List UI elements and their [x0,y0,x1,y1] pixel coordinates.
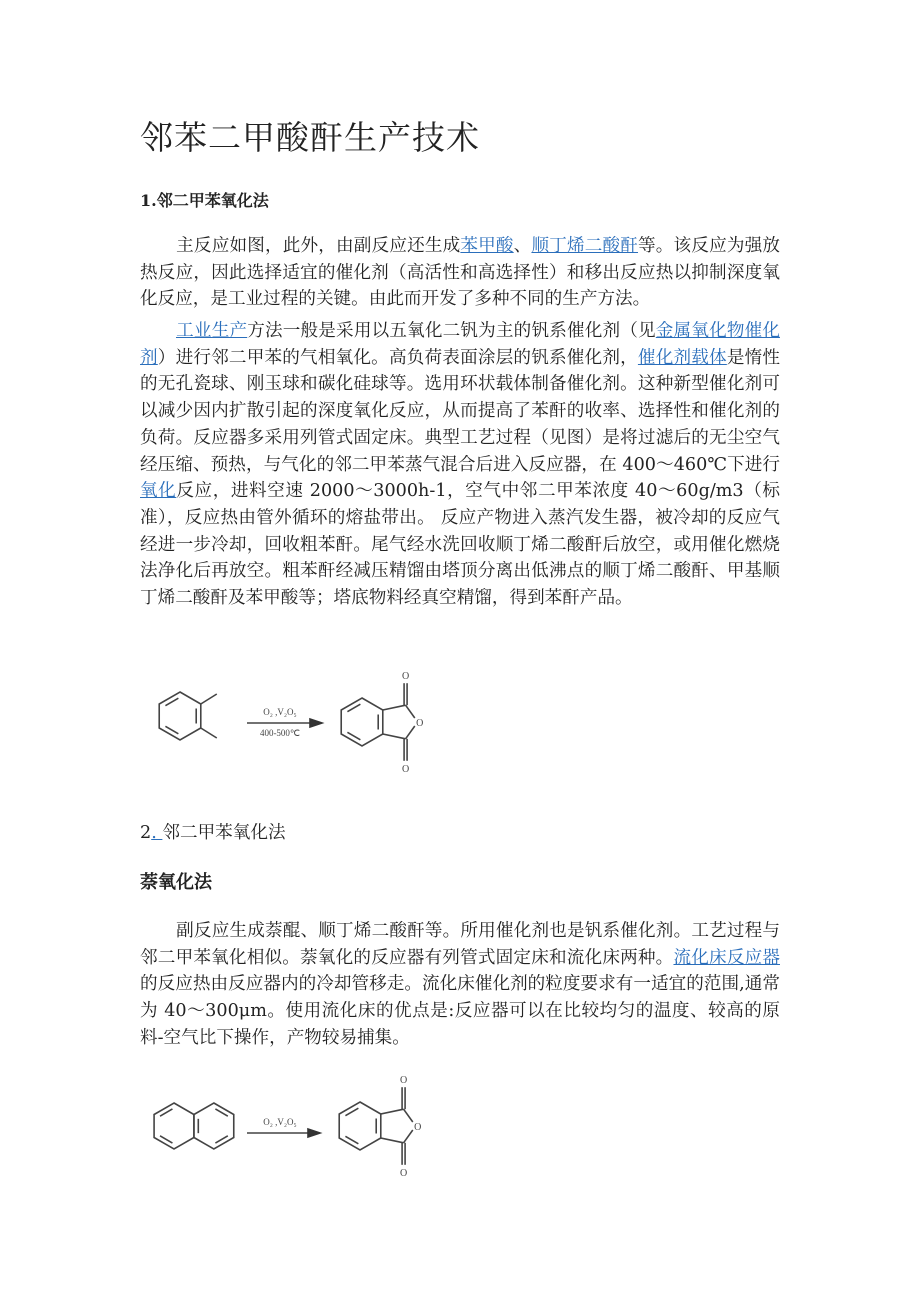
bond [381,1109,404,1114]
link-industrial-production[interactable]: 工业生产 [176,321,248,341]
section2-paragraph1 [140,918,780,1052]
reaction-diagram-naphthalene [140,1075,440,1180]
carbonyl-oxygen-label: O [401,671,410,683]
text: 方法一般是采用以五氧化二钒为主的钒系催化剂（见 [247,321,656,341]
reaction-conditions: O₂ ,V₂O₅ [263,1117,297,1127]
benzene-ring [339,1102,381,1150]
section1-paragraph1 [140,233,780,313]
arrow-head [308,1129,320,1137]
section1-heading: 1.邻二甲苯氧化法 [140,191,269,210]
methyl-bond [201,694,217,704]
bond [404,1130,413,1143]
link-catalyst-support[interactable]: 催化剂载体 [637,347,727,368]
text: 的反应热由反应器内的冷却管移走。流化床催化剂的粒度要求有一适宜的范围,通常为 40～300μm。使用流化床的优点是:反应器可以在比较均匀的温度、较高的原料-空气比下操作，产物较易捕集。 [140,974,780,1048]
link-oxidation[interactable]: 氧化 [140,481,177,502]
ring-oxygen-label: O [414,1122,422,1133]
section2-subheading: 萘氧化法 [140,872,212,893]
naphthalene-ring-left [154,1103,194,1149]
reaction-conditions-bottom: 400-500℃ [259,728,301,738]
link-metal-oxide-catalyst[interactable]: 金属氧化物催化剂 [140,321,780,368]
text: 邻二甲苯氧化法 [162,823,286,843]
link-fluidized-bed-reactor[interactable]: 流化床反应器 [673,947,780,968]
text: 反应，进料空速 2000～3000h-1，空气中邻二甲苯浓度 40～60g/m3（标准），反应热由管外循环的熔盐带出。 反应产物进入蒸汽发生器，被冷却的反应气经进一步冷却，回收粗苯酐。尾气经水洗回收顺丁烯二酸酐后放空，或用催化燃烧法净化后再放空。粗苯酐经减压精馏由塔顶分离出低沸点的顺丁烯二酸酐、甲基顺丁烯二酸酐及苯甲酸等；塔底物料经真空精馏，得到苯酐产品。 [140,481,780,609]
ring-oxygen-label: O [416,718,424,729]
text: 、 [513,236,532,256]
reaction-conditions-top: O₂ ,V₂O₅ [263,707,297,717]
page-title: 邻苯二甲酸酐生产技术 [140,118,480,157]
reaction-diagram-oxylene [150,670,450,780]
bond [381,1138,404,1143]
link-benzoic-acid[interactable]: 苯甲酸 [460,236,514,256]
bond [404,1109,413,1122]
carbonyl-oxygen-label: O [399,1167,408,1179]
benzene-ring [341,698,383,746]
benzene-ring [159,692,201,740]
text: 2 [140,823,152,843]
arrow-head [310,719,322,727]
text: 副反应生成萘醌、顺丁烯二酸酐等。所用催化剂也是钒系催化剂。工艺过程与邻二甲苯氧化相似。萘氧化的反应器有列管式固定床和流化床两种。 [140,921,780,968]
bond [383,705,406,710]
text: ）进行邻二甲苯的气相氧化。高负荷表面涂层的钒系催化剂， [157,347,638,368]
link-maleic-anhydride[interactable]: 顺丁烯二酸酐 [531,236,639,256]
text: 等。该反应为强放热反应，因此选择适宜的催化剂（高活性和高选择性）和移出反应热以抑制深度氧化反应，是工业过程的关键。由此而开发了多种不同的生产方法。 [140,236,780,310]
naphthalene-ring-right [194,1103,234,1149]
text: 主反应如图，此外，由副反应还生成 [176,236,461,256]
methyl-bond [201,728,217,738]
bond [406,726,415,739]
section1-paragraph2 [140,318,780,612]
bond [406,705,415,718]
carbonyl-oxygen-label: O [401,763,410,775]
carbonyl-oxygen-label: O [399,1075,408,1087]
bond [383,734,406,739]
section2-heading [140,819,286,844]
heading-link[interactable]: . [151,823,163,843]
text: 是惰性的无孔瓷球、刚玉球和碳化硅球等。选用环状载体制备催化剂。这种新型催化剂可以减少因内扩散引起的深度氧化反应，从而提高了苯酐的收率、选择性和催化剂的负荷。反应器多采用列管式固定床。典型工艺过程（见图）是将过滤后的无尘空气经压缩、预热，与气化的邻二甲苯蒸气混合后进入反应器，在 400～460℃下进行 [140,347,780,475]
